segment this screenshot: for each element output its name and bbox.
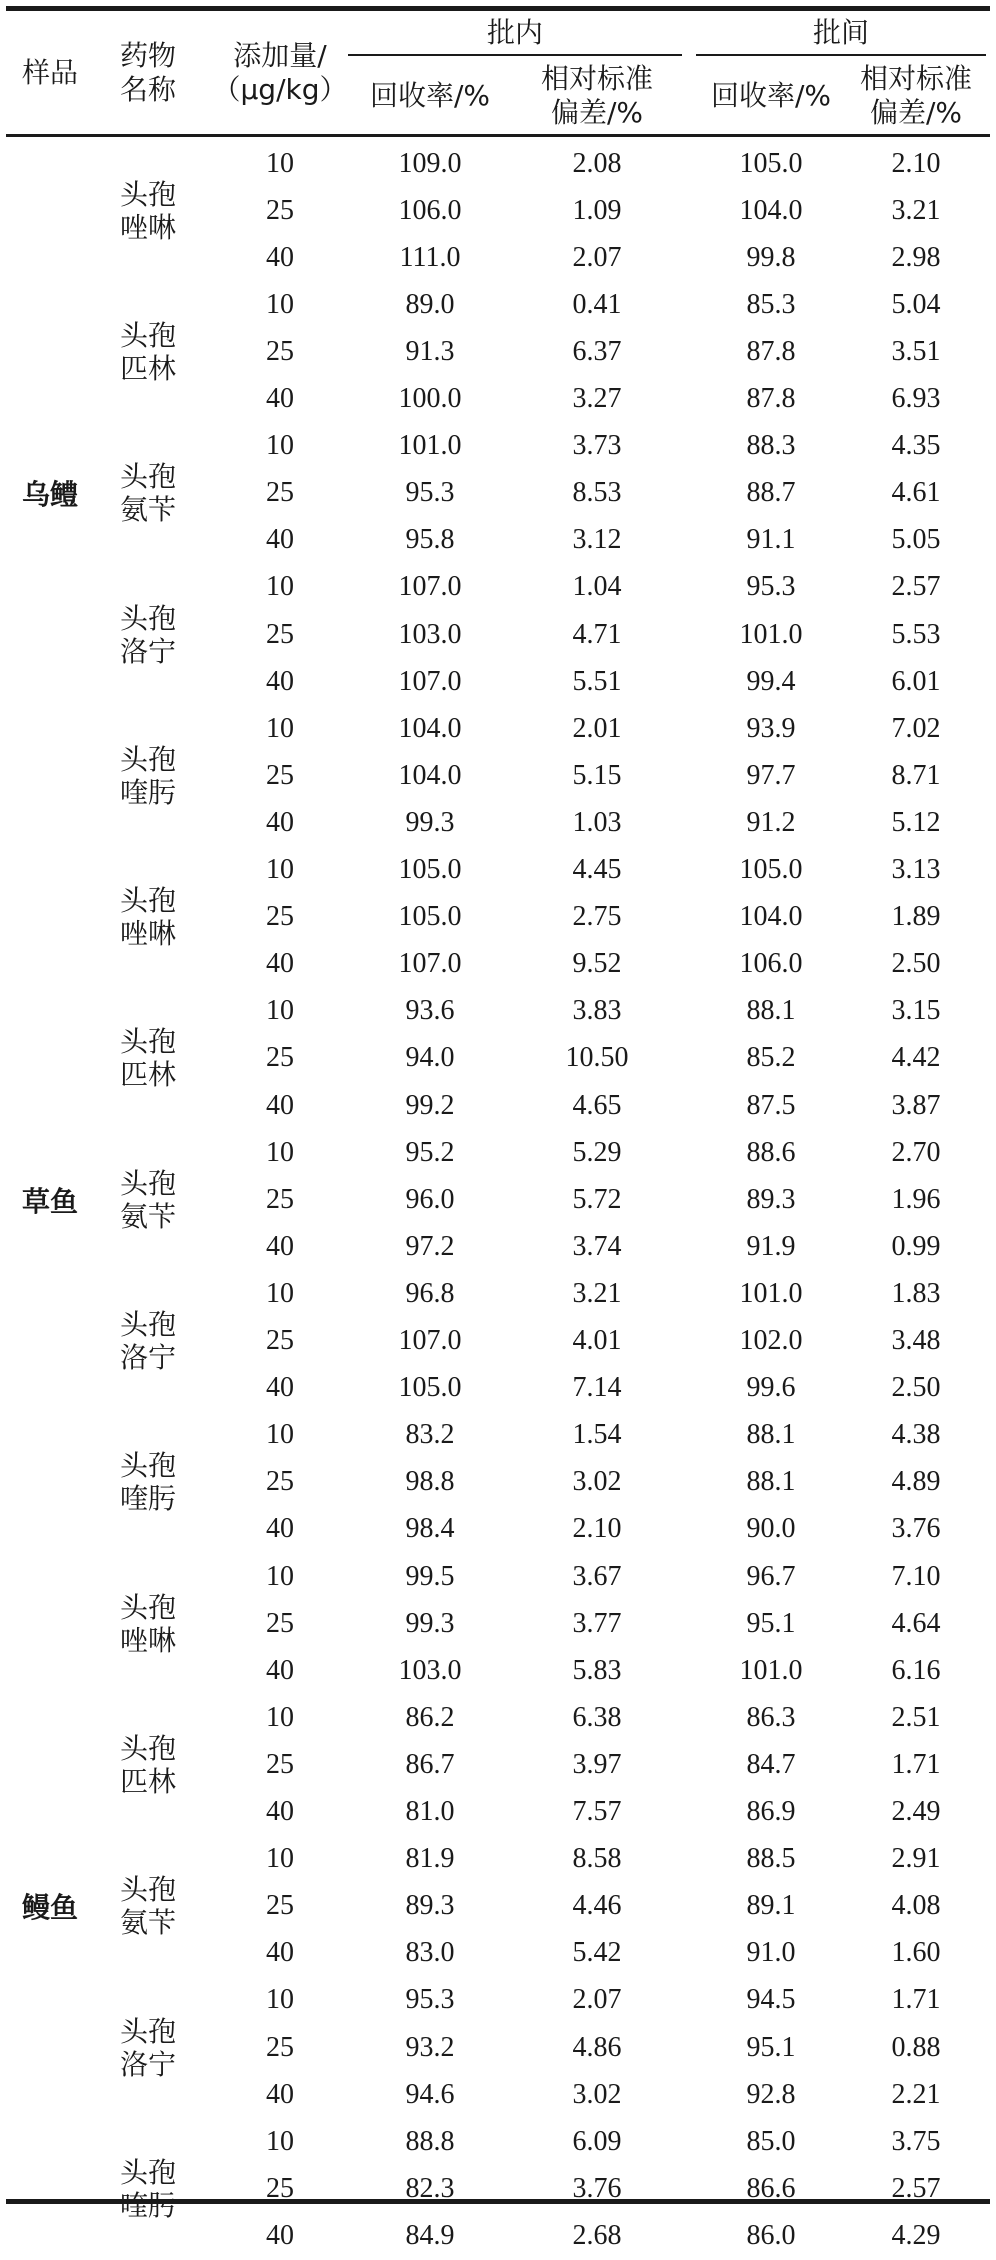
cell-dose: 10 (266, 712, 294, 744)
cell-intra-recovery: 94.6 (405, 2078, 455, 2110)
cell-dose: 25 (266, 2172, 294, 2204)
cell-intra-rsd: 1.54 (572, 1419, 622, 1451)
cell-intra-recovery: 83.2 (405, 1419, 455, 1451)
drug-name: 头孢 匹林 (119, 1025, 176, 1092)
cell-intra-recovery: 95.8 (405, 524, 455, 556)
cell-inter-rsd: 2.10 (891, 147, 941, 179)
cell-intra-recovery: 99.2 (405, 1089, 455, 1121)
cell-dose: 10 (266, 1701, 294, 1733)
cell-intra-rsd: 4.71 (572, 618, 622, 650)
cell-inter-recovery: 89.3 (746, 1183, 796, 1215)
cell-inter-recovery: 85.2 (746, 1042, 796, 1074)
cell-dose: 40 (266, 1089, 294, 1121)
cell-dose: 40 (266, 1937, 294, 1969)
cell-dose: 10 (266, 571, 294, 603)
cell-inter-rsd: 3.21 (891, 194, 941, 226)
cell-inter-recovery: 105.0 (739, 147, 803, 179)
header-drug-name: 药物 名称 (119, 39, 176, 106)
cell-inter-recovery: 86.0 (746, 2219, 796, 2251)
cell-intra-recovery: 95.3 (405, 1984, 455, 2016)
cell-dose: 10 (266, 1843, 294, 1875)
cell-inter-recovery: 87.8 (746, 335, 796, 367)
cell-inter-rsd: 2.49 (891, 1796, 941, 1828)
cell-dose: 25 (266, 901, 294, 933)
cell-intra-recovery: 99.3 (405, 1607, 455, 1639)
cell-intra-recovery: 107.0 (398, 1325, 462, 1357)
cell-inter-recovery: 91.1 (746, 524, 796, 556)
cell-dose: 40 (266, 2219, 294, 2251)
cell-inter-rsd: 2.50 (891, 1372, 941, 1404)
drug-name: 头孢 唑啉 (119, 177, 176, 244)
cell-intra-rsd: 1.03 (572, 806, 622, 838)
drug-name: 头孢 喹肟 (119, 742, 176, 809)
cell-inter-rsd: 1.96 (891, 1183, 941, 1215)
cell-inter-recovery: 99.8 (746, 241, 796, 273)
cell-inter-recovery: 92.8 (746, 2078, 796, 2110)
cell-intra-recovery: 82.3 (405, 2172, 455, 2204)
cell-inter-rsd: 4.29 (891, 2219, 941, 2251)
cell-intra-rsd: 0.41 (572, 288, 622, 320)
cell-inter-rsd: 3.87 (891, 1089, 941, 1121)
cell-inter-rsd: 5.12 (891, 806, 941, 838)
cell-intra-rsd: 2.07 (572, 241, 622, 273)
cell-intra-rsd: 2.01 (572, 712, 622, 744)
cell-inter-rsd: 0.88 (891, 2031, 941, 2063)
cell-intra-recovery: 107.0 (398, 571, 462, 603)
cell-intra-recovery: 93.6 (405, 995, 455, 1027)
drug-name: 头孢 洛宁 (119, 2014, 176, 2081)
cell-inter-rsd: 4.42 (891, 1042, 941, 1074)
cell-intra-recovery: 94.0 (405, 1042, 455, 1074)
cell-intra-rsd: 8.53 (572, 477, 622, 509)
cell-intra-recovery: 107.0 (398, 948, 462, 980)
cell-intra-rsd: 3.76 (572, 2172, 622, 2204)
cell-inter-recovery: 91.2 (746, 806, 796, 838)
cell-inter-rsd: 3.48 (891, 1325, 941, 1357)
cell-dose: 10 (266, 147, 294, 179)
cell-inter-rsd: 4.64 (891, 1607, 941, 1639)
cell-intra-recovery: 89.0 (405, 288, 455, 320)
cell-inter-recovery: 86.3 (746, 1701, 796, 1733)
cell-inter-recovery: 95.1 (746, 1607, 796, 1639)
cell-inter-rsd: 3.75 (891, 2125, 941, 2157)
cell-inter-rsd: 4.61 (891, 477, 941, 509)
cell-inter-rsd: 6.93 (891, 383, 941, 415)
cell-inter-rsd: 2.50 (891, 948, 941, 980)
cell-intra-rsd: 1.04 (572, 571, 622, 603)
sample-name: 草鱼 (21, 1184, 78, 1218)
cell-inter-rsd: 2.21 (891, 2078, 941, 2110)
cell-intra-recovery: 95.2 (405, 1136, 455, 1168)
cell-intra-rsd: 4.46 (572, 1890, 622, 1922)
cell-inter-recovery: 101.0 (739, 1277, 803, 1309)
cell-dose: 25 (266, 194, 294, 226)
cell-dose: 40 (266, 1372, 294, 1404)
cell-intra-rsd: 4.45 (572, 854, 622, 886)
cell-intra-recovery: 111.0 (399, 241, 461, 273)
cell-dose: 25 (266, 477, 294, 509)
header-dose: 添加量/ （μg/kg） (212, 39, 348, 106)
cell-intra-rsd: 10.50 (565, 1042, 629, 1074)
cell-inter-rsd: 3.51 (891, 335, 941, 367)
cell-inter-recovery: 88.6 (746, 1136, 796, 1168)
header-intra-rsd: 相对标准 偏差/% (540, 62, 653, 129)
cell-inter-recovery: 99.6 (746, 1372, 796, 1404)
cell-inter-recovery: 95.3 (746, 571, 796, 603)
cell-dose: 40 (266, 1513, 294, 1545)
cell-intra-rsd: 3.21 (572, 1277, 622, 1309)
cell-dose: 10 (266, 1136, 294, 1168)
cell-intra-recovery: 109.0 (398, 147, 462, 179)
cell-inter-rsd: 4.08 (891, 1890, 941, 1922)
cell-dose: 10 (266, 2125, 294, 2157)
cell-inter-recovery: 101.0 (739, 1654, 803, 1686)
cell-dose: 40 (266, 948, 294, 980)
cell-inter-rsd: 2.98 (891, 241, 941, 273)
cell-intra-rsd: 4.86 (572, 2031, 622, 2063)
cell-dose: 25 (266, 1183, 294, 1215)
cell-inter-rsd: 2.51 (891, 1701, 941, 1733)
cell-intra-recovery: 84.9 (405, 2219, 455, 2251)
cell-inter-recovery: 97.7 (746, 759, 796, 791)
cell-intra-rsd: 3.02 (572, 1466, 622, 1498)
cell-intra-recovery: 91.3 (405, 335, 455, 367)
cell-intra-recovery: 81.0 (405, 1796, 455, 1828)
sample-name: 乌鳢 (21, 478, 78, 512)
cell-inter-recovery: 101.0 (739, 618, 803, 650)
header-sample: 样品 (21, 56, 78, 89)
cell-intra-recovery: 96.0 (405, 1183, 455, 1215)
table-top-rule (6, 6, 990, 11)
cell-dose: 25 (266, 618, 294, 650)
cell-inter-recovery: 105.0 (739, 854, 803, 886)
cell-inter-recovery: 104.0 (739, 901, 803, 933)
cell-inter-rsd: 4.35 (891, 430, 941, 462)
cell-intra-recovery: 99.3 (405, 806, 455, 838)
cell-dose: 25 (266, 2031, 294, 2063)
cell-intra-rsd: 6.09 (572, 2125, 622, 2157)
cell-inter-rsd: 0.99 (891, 1230, 941, 1262)
cell-inter-recovery: 88.1 (746, 1466, 796, 1498)
cell-intra-rsd: 1.09 (572, 194, 622, 226)
cell-intra-recovery: 105.0 (398, 901, 462, 933)
cell-inter-recovery: 85.0 (746, 2125, 796, 2157)
cell-intra-recovery: 86.7 (405, 1748, 455, 1780)
cell-inter-recovery: 88.5 (746, 1843, 796, 1875)
cell-intra-recovery: 86.2 (405, 1701, 455, 1733)
cell-intra-rsd: 5.42 (572, 1937, 622, 1969)
cell-intra-rsd: 4.01 (572, 1325, 622, 1357)
cell-intra-rsd: 5.83 (572, 1654, 622, 1686)
drug-name: 头孢 氨苄 (119, 1166, 176, 1233)
cell-inter-recovery: 85.3 (746, 288, 796, 320)
cell-intra-rsd: 3.67 (572, 1560, 622, 1592)
cell-intra-recovery: 105.0 (398, 854, 462, 886)
cell-intra-recovery: 96.8 (405, 1277, 455, 1309)
cell-intra-recovery: 104.0 (398, 712, 462, 744)
cell-intra-rsd: 5.29 (572, 1136, 622, 1168)
cell-inter-rsd: 2.57 (891, 2172, 941, 2204)
drug-name: 头孢 喹肟 (119, 2155, 176, 2222)
cell-inter-recovery: 86.6 (746, 2172, 796, 2204)
cell-inter-recovery: 86.9 (746, 1796, 796, 1828)
cell-intra-recovery: 88.8 (405, 2125, 455, 2157)
cell-intra-recovery: 97.2 (405, 1230, 455, 1262)
header-intra-batch: 批内 (486, 16, 543, 49)
cell-inter-recovery: 87.5 (746, 1089, 796, 1121)
cell-dose: 10 (266, 854, 294, 886)
cell-inter-rsd: 7.02 (891, 712, 941, 744)
cell-dose: 25 (266, 335, 294, 367)
cell-inter-rsd: 5.04 (891, 288, 941, 320)
header-intra-recovery: 回收率/% (369, 79, 491, 112)
cell-intra-rsd: 3.02 (572, 2078, 622, 2110)
cell-inter-recovery: 91.0 (746, 1937, 796, 1969)
cell-intra-recovery: 83.0 (405, 1937, 455, 1969)
cell-intra-rsd: 2.07 (572, 1984, 622, 2016)
cell-inter-rsd: 7.10 (891, 1560, 941, 1592)
cell-inter-recovery: 102.0 (739, 1325, 803, 1357)
drug-name: 头孢 氨苄 (119, 1873, 176, 1940)
inter-group-rule (696, 54, 986, 56)
cell-intra-rsd: 2.08 (572, 147, 622, 179)
cell-dose: 40 (266, 1230, 294, 1262)
drug-name: 头孢 洛宁 (119, 1308, 176, 1375)
cell-dose: 25 (266, 1607, 294, 1639)
cell-intra-recovery: 89.3 (405, 1890, 455, 1922)
cell-intra-rsd: 6.37 (572, 335, 622, 367)
cell-dose: 10 (266, 288, 294, 320)
cell-inter-recovery: 94.5 (746, 1984, 796, 2016)
cell-dose: 40 (266, 2078, 294, 2110)
drug-name: 头孢 氨苄 (119, 460, 176, 527)
cell-intra-recovery: 103.0 (398, 618, 462, 650)
cell-dose: 40 (266, 665, 294, 697)
cell-intra-recovery: 101.0 (398, 430, 462, 462)
cell-dose: 10 (266, 995, 294, 1027)
cell-intra-recovery: 93.2 (405, 2031, 455, 2063)
cell-inter-recovery: 90.0 (746, 1513, 796, 1545)
cell-intra-rsd: 3.83 (572, 995, 622, 1027)
cell-inter-recovery: 88.7 (746, 477, 796, 509)
cell-inter-rsd: 1.89 (891, 901, 941, 933)
cell-dose: 40 (266, 1654, 294, 1686)
cell-inter-rsd: 3.13 (891, 854, 941, 886)
cell-inter-recovery: 88.1 (746, 1419, 796, 1451)
cell-intra-rsd: 3.77 (572, 1607, 622, 1639)
cell-inter-rsd: 4.89 (891, 1466, 941, 1498)
drug-name: 头孢 喹肟 (119, 1449, 176, 1516)
cell-intra-recovery: 100.0 (398, 383, 462, 415)
header-inter-batch: 批间 (812, 16, 869, 49)
cell-dose: 10 (266, 430, 294, 462)
cell-intra-rsd: 3.12 (572, 524, 622, 556)
cell-intra-rsd: 3.74 (572, 1230, 622, 1262)
table-header-rule (6, 134, 990, 137)
cell-dose: 25 (266, 1890, 294, 1922)
cell-inter-rsd: 3.76 (891, 1513, 941, 1545)
cell-inter-rsd: 2.91 (891, 1843, 941, 1875)
cell-intra-recovery: 105.0 (398, 1372, 462, 1404)
drug-name: 头孢 唑啉 (119, 884, 176, 951)
cell-inter-rsd: 1.60 (891, 1937, 941, 1969)
cell-dose: 25 (266, 1325, 294, 1357)
cell-intra-rsd: 7.57 (572, 1796, 622, 1828)
cell-dose: 10 (266, 1419, 294, 1451)
cell-dose: 40 (266, 241, 294, 273)
cell-dose: 40 (266, 524, 294, 556)
cell-intra-recovery: 106.0 (398, 194, 462, 226)
drug-name: 头孢 匹林 (119, 1731, 176, 1798)
cell-intra-rsd: 8.58 (572, 1843, 622, 1875)
cell-inter-rsd: 2.70 (891, 1136, 941, 1168)
sample-name: 鳗鱼 (21, 1891, 78, 1925)
cell-intra-recovery: 103.0 (398, 1654, 462, 1686)
cell-intra-rsd: 3.73 (572, 430, 622, 462)
cell-dose: 40 (266, 383, 294, 415)
cell-inter-recovery: 96.7 (746, 1560, 796, 1592)
header-inter-rsd: 相对标准 偏差/% (859, 62, 972, 129)
cell-intra-rsd: 4.65 (572, 1089, 622, 1121)
cell-intra-rsd: 5.51 (572, 665, 622, 697)
cell-intra-rsd: 5.72 (572, 1183, 622, 1215)
cell-intra-rsd: 2.68 (572, 2219, 622, 2251)
cell-dose: 40 (266, 806, 294, 838)
cell-dose: 25 (266, 1748, 294, 1780)
cell-intra-recovery: 98.4 (405, 1513, 455, 1545)
cell-inter-recovery: 88.3 (746, 430, 796, 462)
cell-intra-recovery: 95.3 (405, 477, 455, 509)
cell-inter-rsd: 1.71 (891, 1984, 941, 2016)
cell-dose: 10 (266, 1560, 294, 1592)
cell-inter-recovery: 87.8 (746, 383, 796, 415)
cell-intra-recovery: 81.9 (405, 1843, 455, 1875)
cell-inter-rsd: 3.15 (891, 995, 941, 1027)
drug-name: 头孢 唑啉 (119, 1590, 176, 1657)
cell-intra-recovery: 107.0 (398, 665, 462, 697)
cell-inter-rsd: 8.71 (891, 759, 941, 791)
cell-inter-rsd: 5.53 (891, 618, 941, 650)
cell-inter-rsd: 1.71 (891, 1748, 941, 1780)
cell-intra-rsd: 2.10 (572, 1513, 622, 1545)
cell-inter-recovery: 106.0 (739, 948, 803, 980)
cell-intra-rsd: 3.97 (572, 1748, 622, 1780)
cell-inter-recovery: 95.1 (746, 2031, 796, 2063)
cell-dose: 25 (266, 759, 294, 791)
cell-inter-rsd: 1.83 (891, 1277, 941, 1309)
cell-intra-recovery: 98.8 (405, 1466, 455, 1498)
cell-intra-rsd: 9.52 (572, 948, 622, 980)
cell-inter-rsd: 5.05 (891, 524, 941, 556)
cell-inter-recovery: 99.4 (746, 665, 796, 697)
cell-dose: 10 (266, 1277, 294, 1309)
cell-inter-recovery: 88.1 (746, 995, 796, 1027)
cell-intra-rsd: 3.27 (572, 383, 622, 415)
header-inter-recovery: 回收率/% (710, 79, 832, 112)
cell-dose: 25 (266, 1466, 294, 1498)
cell-inter-rsd: 6.01 (891, 665, 941, 697)
cell-dose: 25 (266, 1042, 294, 1074)
cell-inter-recovery: 84.7 (746, 1748, 796, 1780)
cell-intra-rsd: 2.75 (572, 901, 622, 933)
cell-intra-recovery: 104.0 (398, 759, 462, 791)
cell-dose: 40 (266, 1796, 294, 1828)
cell-intra-rsd: 5.15 (572, 759, 622, 791)
cell-inter-rsd: 6.16 (891, 1654, 941, 1686)
drug-name: 头孢 匹林 (119, 318, 176, 385)
cell-intra-recovery: 99.5 (405, 1560, 455, 1592)
cell-inter-recovery: 91.9 (746, 1230, 796, 1262)
drug-name: 头孢 洛宁 (119, 601, 176, 668)
cell-inter-recovery: 93.9 (746, 712, 796, 744)
cell-intra-rsd: 7.14 (572, 1372, 622, 1404)
intra-group-rule (348, 54, 682, 56)
cell-inter-recovery: 89.1 (746, 1890, 796, 1922)
cell-inter-recovery: 104.0 (739, 194, 803, 226)
cell-intra-rsd: 6.38 (572, 1701, 622, 1733)
cell-inter-rsd: 4.38 (891, 1419, 941, 1451)
cell-dose: 10 (266, 1984, 294, 2016)
cell-inter-rsd: 2.57 (891, 571, 941, 603)
